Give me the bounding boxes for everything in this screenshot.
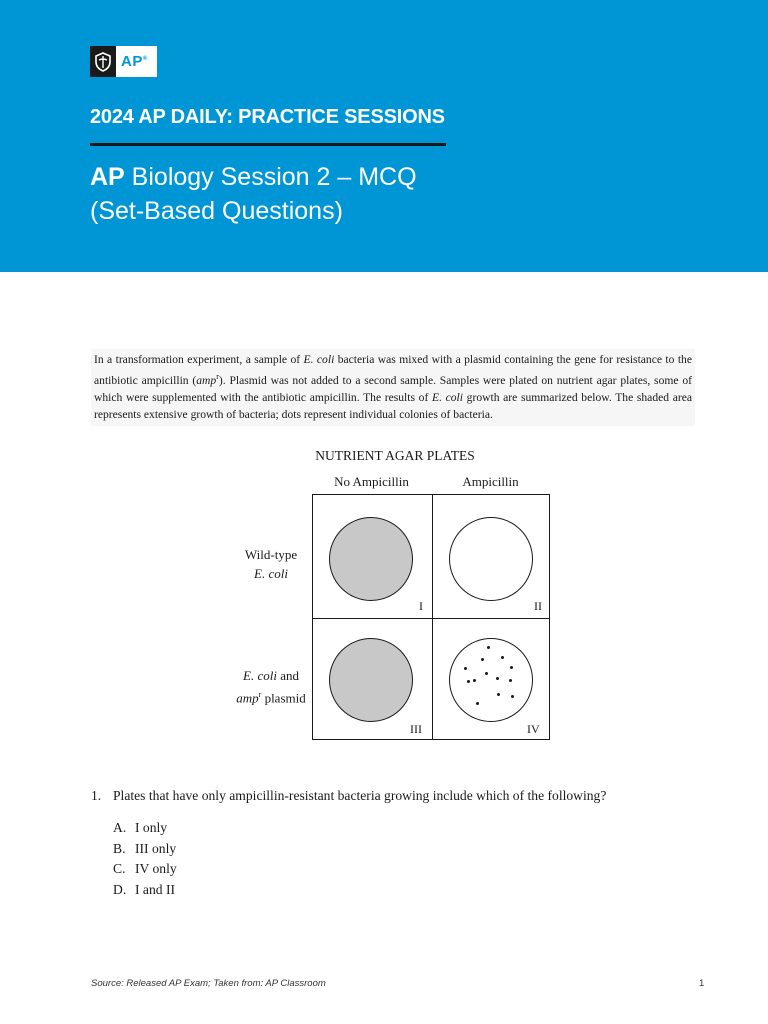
colony — [473, 679, 476, 682]
option-c[interactable]: C. IV only — [113, 861, 177, 876]
logo-text: AP® — [121, 53, 148, 70]
plate-label-iv: IV — [527, 722, 540, 736]
option-a[interactable]: A. I only — [113, 820, 168, 835]
colony — [481, 658, 484, 661]
figure-title: NUTRIENT AGAR PLATES — [315, 448, 475, 463]
option-b[interactable]: B. III only — [113, 840, 177, 856]
title-divider — [90, 143, 446, 146]
footer-source: Source: Released AP Exam; Taken from: AP Classroom — [91, 978, 326, 989]
plate-i — [329, 517, 413, 601]
colony — [464, 667, 467, 670]
question-text: Plates that have only ampicillin-resistant bacteria growing include which of the following? — [113, 788, 607, 803]
colony — [476, 702, 479, 705]
plate-iv — [449, 638, 533, 722]
colony — [496, 677, 499, 680]
column-label-ampicillin: Ampicillin — [462, 474, 519, 489]
title-line-2: (Set-Based Questions) — [90, 197, 343, 225]
title-ap: AP — [90, 163, 125, 191]
answer-options — [113, 818, 177, 900]
plate-ii — [449, 517, 533, 601]
ap-logo — [90, 46, 157, 77]
question-stem — [91, 788, 711, 804]
question-number: 1. — [91, 788, 102, 803]
stimulus-paragraph: In a transformation experiment, a sample of E. coli bacteria was mixed with a plasmid containing the gene for resistance to the antibiotic ampicillin (amp$^r$). Plasmid was not added to a second sample. Samples were plated on nutrient agar plates, some of which were supplemented with the antibiotic ampicillin. The results of E. coli growth are summarized below. The shaded area represents extensive growth of bacteria; dots represent individual colonies of bacteria. — [91, 349, 695, 426]
colony — [497, 693, 500, 696]
title-line-1: Biology Session 2 – MCQ — [124, 163, 417, 191]
colony — [501, 656, 504, 659]
colony — [487, 646, 490, 649]
row-label-plasmid: E. coli and amp$^r$ plasmid — [236, 668, 306, 706]
colony — [509, 679, 512, 682]
plates-grid — [312, 494, 550, 740]
page-number: 1 — [699, 978, 705, 989]
option-d[interactable]: D. I and II — [113, 881, 176, 897]
colony — [510, 666, 513, 669]
plate-label-iii: III — [410, 722, 422, 736]
colony — [511, 695, 514, 698]
plate-label-ii: II — [534, 599, 542, 613]
plate-label-i: I — [419, 599, 423, 613]
colony — [485, 672, 488, 675]
series-title: 2024 AP DAILY: PRACTICE SESSIONS — [90, 106, 445, 128]
header-banner — [0, 0, 768, 272]
page-title — [90, 160, 650, 228]
colony — [467, 680, 470, 683]
plate-iii — [329, 638, 413, 722]
column-label-no-ampicillin: No Ampicillin — [334, 474, 409, 489]
acorn-shield-icon — [90, 46, 116, 77]
agar-plates-figure — [230, 448, 570, 748]
row-label-wild-type: Wild-type E. coli — [244, 547, 298, 581]
